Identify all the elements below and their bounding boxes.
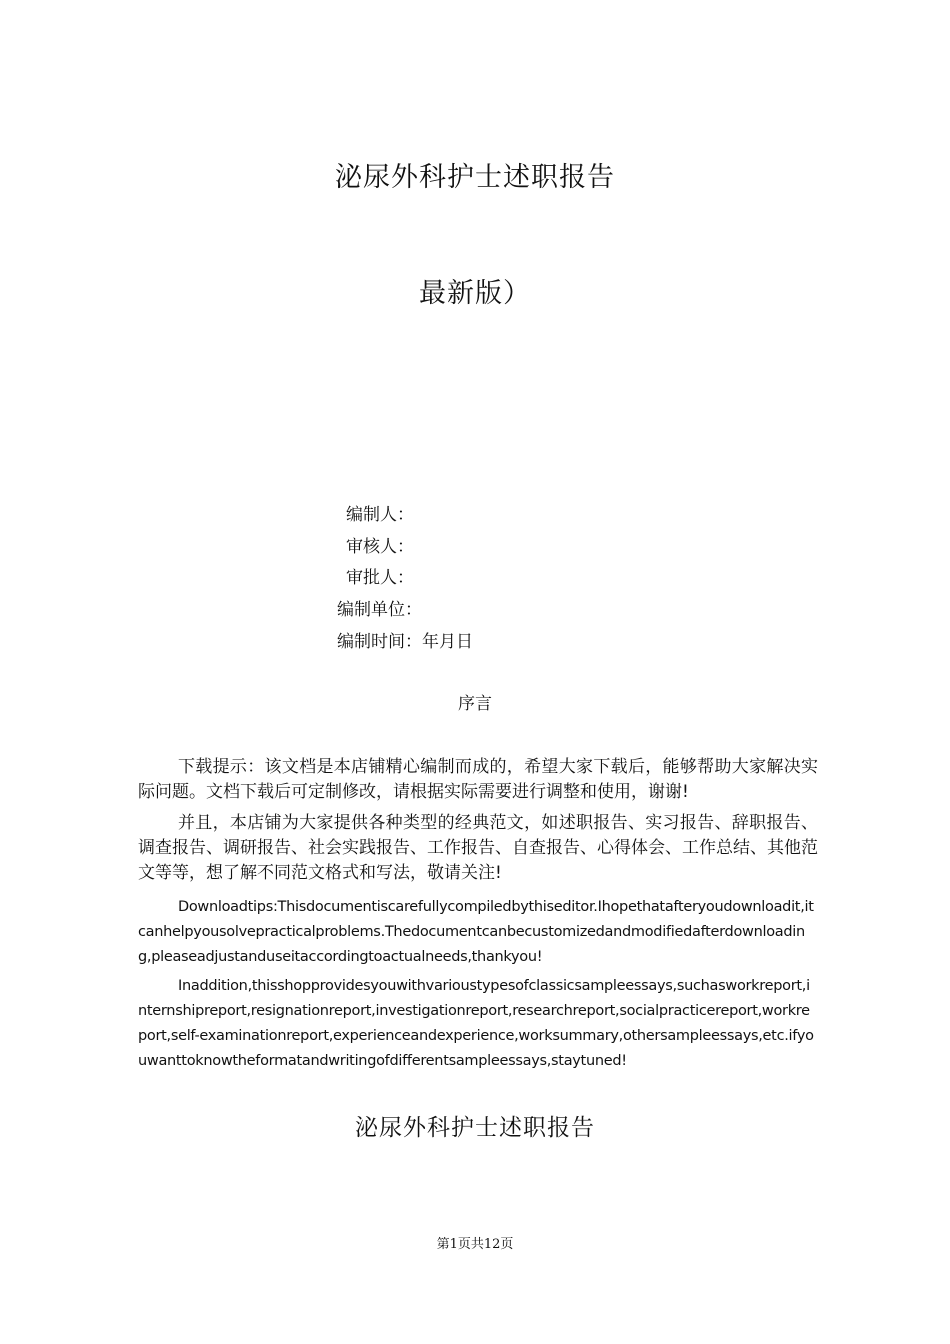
meta-compiler: 编制人：: [346, 505, 414, 525]
document-version: 最新版）: [419, 278, 531, 309]
meta-reviewer: 审核人：: [346, 537, 414, 557]
meta-date: 编制时间：年月日: [337, 632, 473, 652]
paragraph-download-tip-zh: 下载提示：该文档是本店铺精心编制而成的，希望大家下载后，能够帮助大家解决实际问题。文档下载后可定制修改，请根据实际需要进行调整和使用，谢谢!: [138, 757, 818, 802]
preface-title: 序言: [458, 694, 492, 714]
section-title: 泌尿外科护士述职报告: [355, 1115, 595, 1141]
meta-unit: 编制单位：: [337, 600, 422, 620]
paragraph-shop-intro-en: Inaddition,thisshopprovidesyouwithvarioustypesofclassicsampleessays,suchasworkreport,internshipreport,resignationreport,investigationreport,researchreport,socialpracticereport,workreport,self-examinationreport,experienceandexperience,worksummary,othersampleessays,etc.ifyouwanttoknowtheformatandwritingofdifferentsampleessays,staytuned!: [138, 978, 814, 1069]
meta-approver: 审批人：: [346, 568, 414, 588]
paragraph-download-tip-en: Downloadtips:Thisdocumentiscarefullycompiledbythiseditor.Ihopethatafteryoudownloadit,itcanhelpyousolvepracticalproblems.Thedocumentcanbecustomizedandmodifiedafterdownloading,pleaseadjustanduseitaccordingtoactualneeds,thankyou!: [138, 899, 814, 965]
paragraph-shop-intro-zh: 并且，本店铺为大家提供各种类型的经典范文，如述职报告、实习报告、辞职报告、调查报告、调研报告、社会实践报告、工作报告、自查报告、心得体会、工作总结、其他范文等等，想了解不同范文格式和写法，敬请关注!: [138, 813, 818, 883]
document-title: 泌尿外科护士述职报告: [335, 162, 615, 193]
page-number-footer: 第1页共12页: [436, 1237, 514, 1252]
